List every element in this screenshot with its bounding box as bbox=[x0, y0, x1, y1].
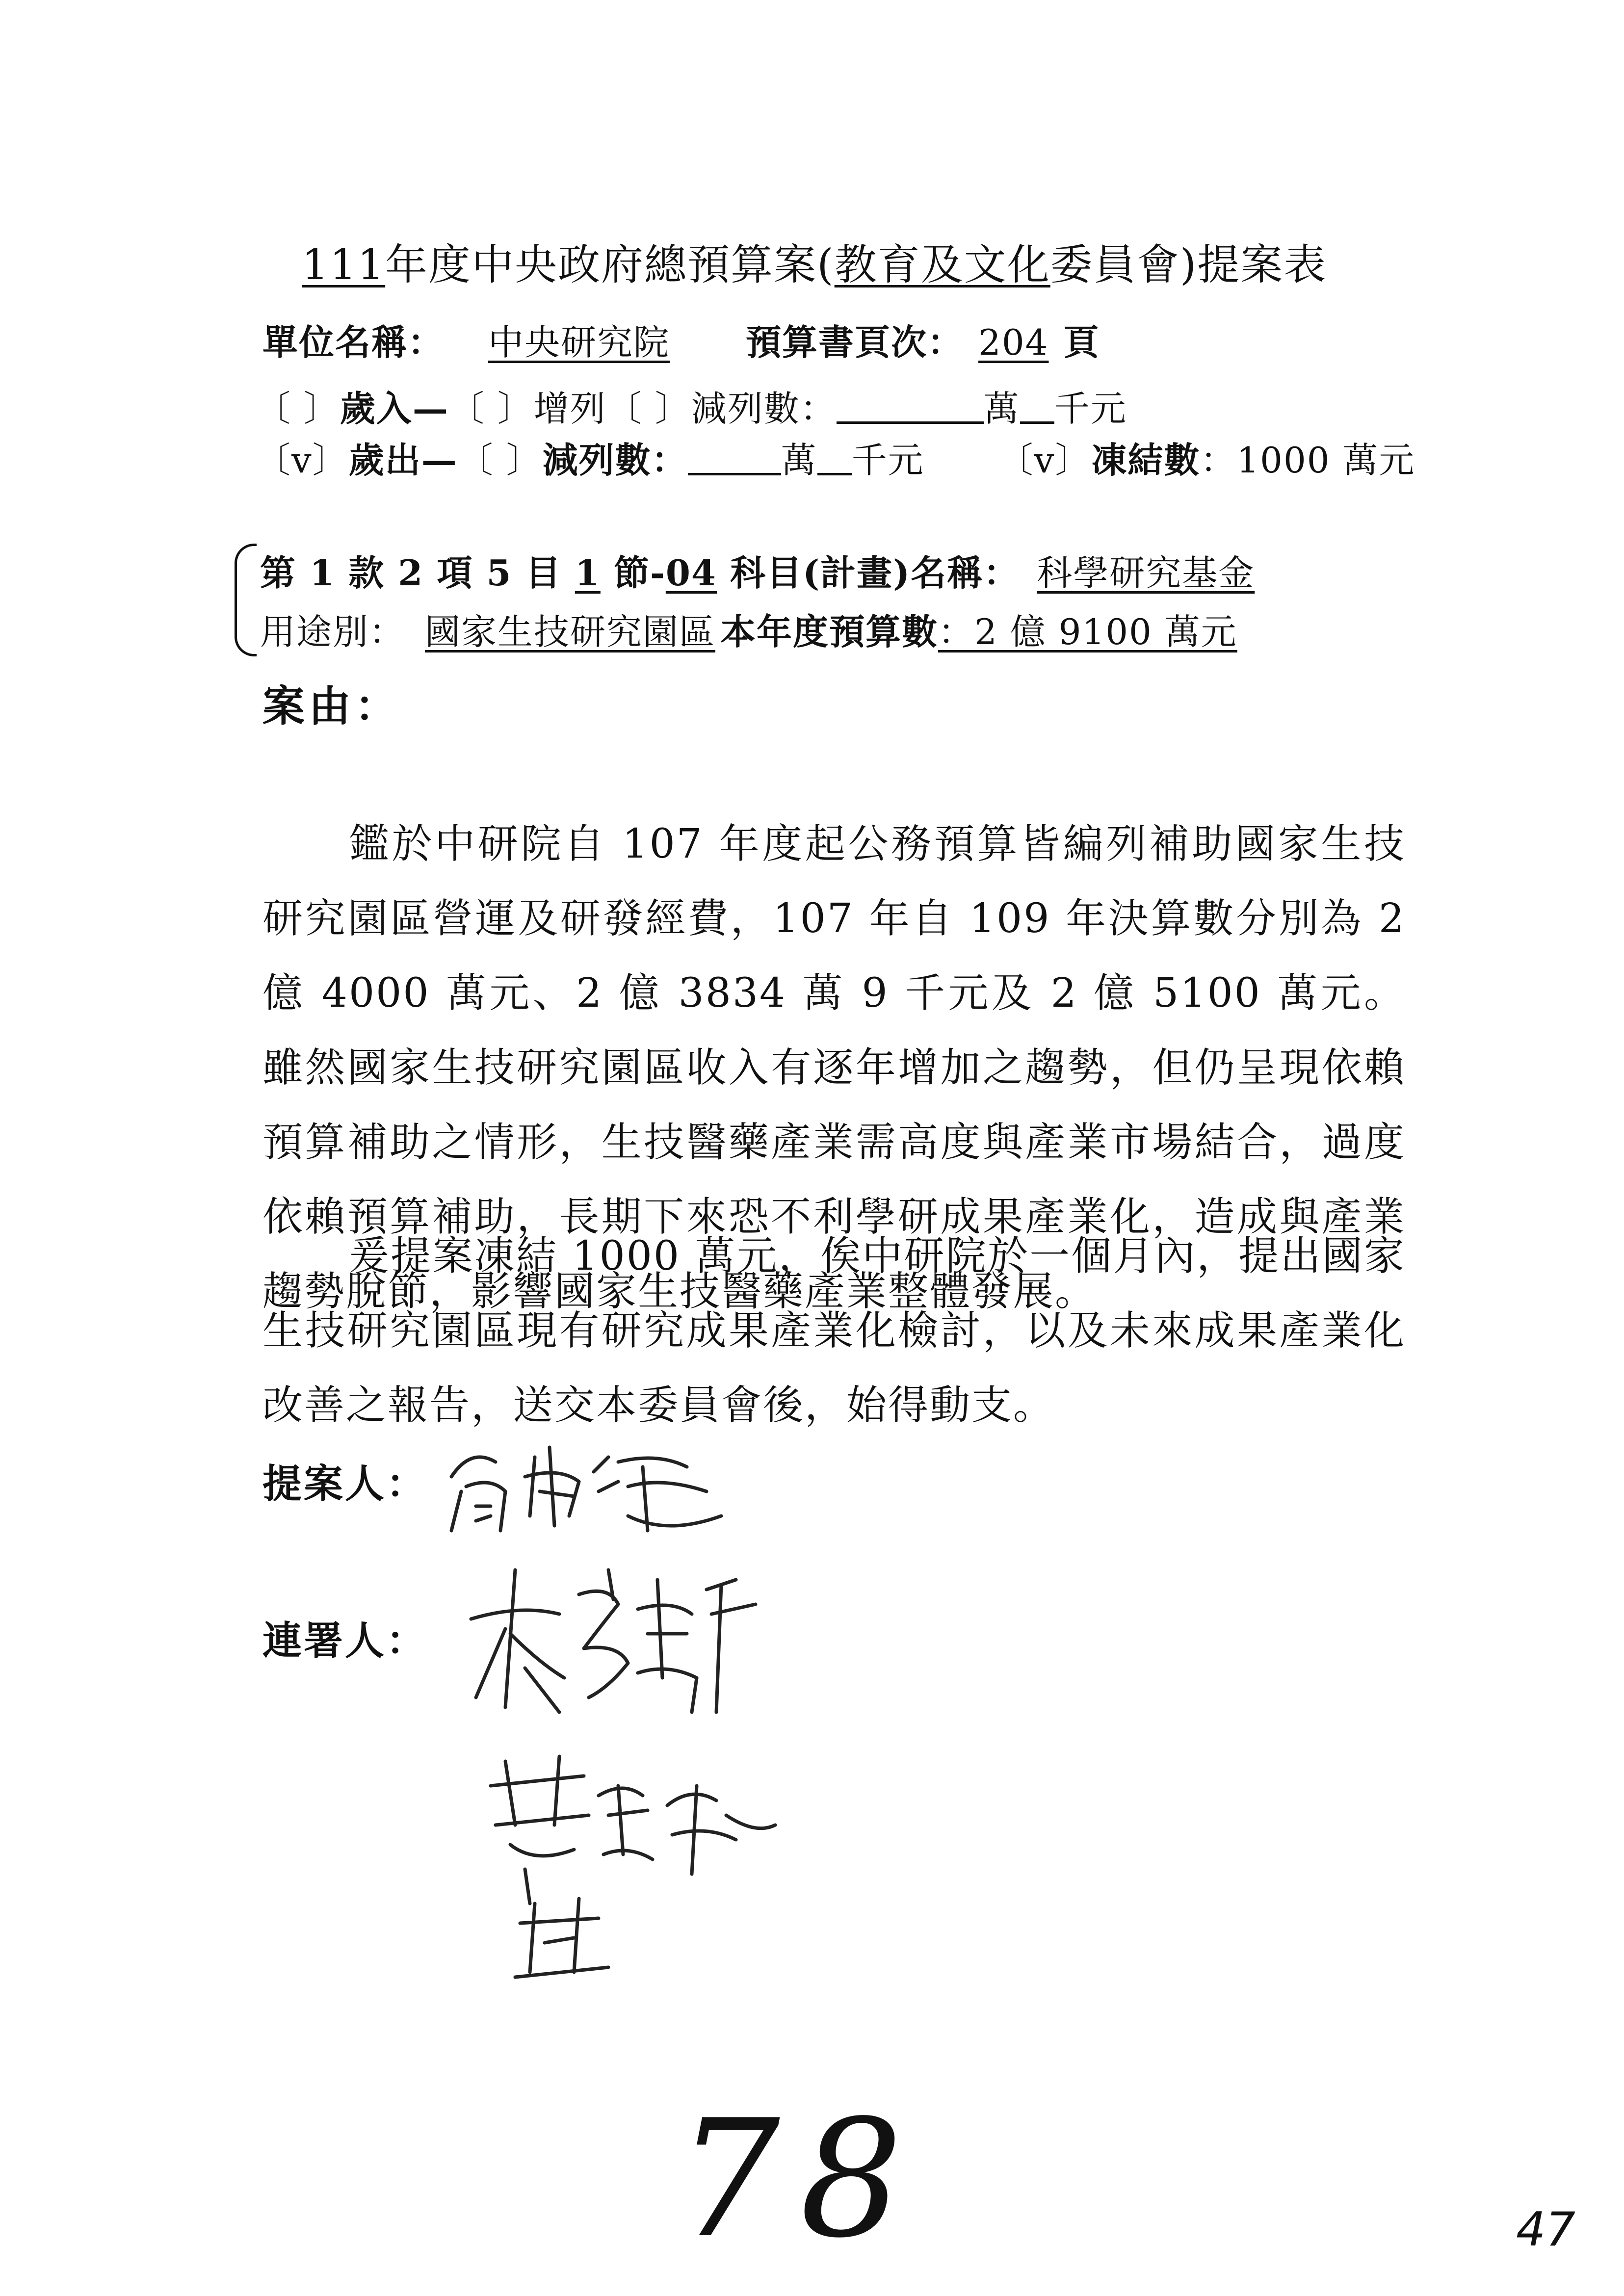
freeze-checkbox: 〔v〕 bbox=[997, 440, 1092, 481]
section-ke-value: 04 bbox=[665, 552, 717, 594]
revenue-decrease-checkbox: 〔 〕 bbox=[606, 388, 691, 429]
unit-name-label: 單位名稱： bbox=[262, 321, 445, 363]
reason-paragraph-1: 鑑於中研院自 107 年度起公務預算皆編列補助國家生技研究園區營運及研發經費，107 年自 109 年決算數分別為 2 億 4000 萬元、2 億 3834 萬 9 千元及 2 億 5100 萬元。雖然國家生技研究園區收入有逐年增加之趨勢，但仍呈現依賴預算補助之情形，生技醫藥產業需高度與產業市場結合，過度依賴預算補助，長期下來恐不利學研成果產業化，造成與產業趨勢脫節，影響國家生技醫藥產業整體發展。 bbox=[262, 821, 1406, 1315]
title-year: 111 bbox=[302, 240, 386, 289]
budget-value: ：2 億 9100 萬元 bbox=[938, 611, 1237, 652]
revenue-line bbox=[255, 380, 1127, 431]
expense-decrease-checkbox: 〔 〕 bbox=[457, 440, 543, 481]
section-bracket bbox=[235, 544, 257, 656]
revenue-increase-label: 增列 bbox=[533, 388, 606, 429]
cosigner-signatures bbox=[461, 1550, 805, 2002]
revenue-wan-blank bbox=[837, 392, 984, 424]
purpose-label: 用途別： bbox=[260, 611, 406, 652]
revenue-wan-unit: 萬 bbox=[983, 388, 1020, 429]
handwritten-number: 78 bbox=[677, 2085, 922, 2273]
expense-wan-blank bbox=[688, 444, 781, 475]
page-number: 47 bbox=[1516, 2203, 1575, 2257]
freeze-label: 凍結數 bbox=[1091, 439, 1201, 481]
section-prefix: 第 1 款 2 項 5 目 bbox=[260, 552, 575, 594]
title-committee: 教育及文化 bbox=[834, 240, 1050, 289]
cosigner-label: 連署人： bbox=[262, 1618, 427, 1664]
expense-line bbox=[255, 432, 1415, 483]
proposer-label: 提案人： bbox=[262, 1461, 427, 1507]
unit-name-value: 中央研究院 bbox=[488, 322, 670, 363]
expense-label: 歲出— bbox=[348, 439, 458, 481]
title-part1: 年度中央政府總預算案( bbox=[385, 240, 835, 289]
page-ref-label: 預算書頁次： bbox=[746, 321, 964, 363]
expense-decrease-label: 減列數： bbox=[542, 439, 688, 481]
section-line bbox=[260, 545, 1274, 596]
revenue-label: 歲入— bbox=[340, 388, 449, 429]
title-part2: 委員會)提案表 bbox=[1050, 240, 1327, 289]
section-jie-value: 1 bbox=[575, 552, 601, 594]
budget-label: 本年度預算數 bbox=[720, 611, 939, 652]
revenue-qian-blank bbox=[1020, 392, 1054, 424]
freeze-value: ：1000 萬元 bbox=[1200, 440, 1415, 481]
reason-label: 案由： bbox=[262, 681, 401, 731]
section-name-label: 科目(計畫)名稱： bbox=[717, 552, 1020, 594]
revenue-checkbox: 〔 〕 bbox=[255, 388, 340, 429]
unit-line bbox=[262, 314, 1100, 365]
revenue-decrease-label: 減列數： bbox=[691, 388, 837, 429]
revenue-increase-checkbox: 〔 〕 bbox=[448, 388, 534, 429]
proposer-signature bbox=[432, 1418, 736, 1545]
revenue-qian-unit: 千元 bbox=[1054, 388, 1127, 429]
section-jie-label: 節- bbox=[600, 552, 666, 594]
reason-paragraph-2: 爰提案凍結 1000 萬元，俟中研院於一個月內，提出國家生技研究園區現有研究成果產業化檢討，以及未來成果產業化改善之報告，送交本委員會後，始得動支。 bbox=[262, 1233, 1406, 1429]
purpose-line bbox=[260, 603, 1237, 654]
purpose-value: 國家生技研究園區 bbox=[425, 611, 716, 652]
form-title bbox=[302, 231, 1327, 291]
expense-qian-unit: 千元 bbox=[851, 440, 924, 481]
expense-wan-unit: 萬 bbox=[781, 440, 817, 481]
page-ref-suffix: 頁 bbox=[1063, 321, 1100, 363]
expense-qian-blank bbox=[817, 444, 852, 475]
expense-checkbox: 〔v〕 bbox=[255, 440, 349, 481]
page-ref-value: 204 bbox=[978, 322, 1049, 363]
section-name-value: 科學研究基金 bbox=[1037, 552, 1255, 594]
